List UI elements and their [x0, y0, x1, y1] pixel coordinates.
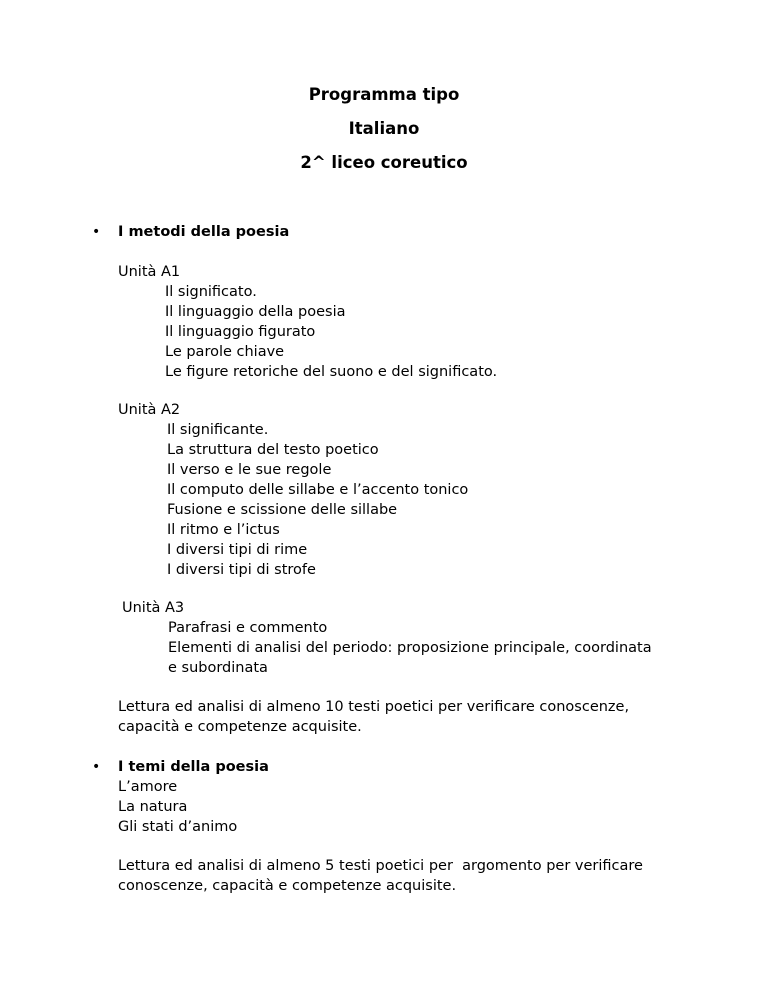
bullet-icon: •	[92, 224, 101, 240]
unit-a2-list	[167, 420, 468, 580]
list-item: e subordinata	[168, 660, 268, 676]
paragraph-line: Lettura ed analisi di almeno 5 testi poetici per argomento per verificare	[118, 858, 643, 874]
list-item: Parafrasi e commento	[168, 620, 328, 636]
class-title: 2^ liceo coreutico	[300, 153, 468, 172]
unit-a2-label: Unità A2	[118, 402, 181, 418]
list-item: Le figure retoriche del suono e del significato.	[165, 364, 498, 380]
paragraph-line: Lettura ed analisi di almeno 10 testi poetici per verificare conoscenze,	[118, 699, 630, 715]
list-item: Il verso e le sue regole	[167, 462, 332, 478]
list-item: I diversi tipi di rime	[167, 542, 308, 558]
list-item: Il ritmo e l’ictus	[167, 522, 280, 538]
paragraph-line: capacità e competenze acquisite.	[118, 719, 362, 735]
list-item: Il linguaggio figurato	[165, 324, 316, 340]
unit-a3-list	[168, 618, 652, 678]
document-title: Programma tipo	[308, 85, 460, 104]
list-item: I diversi tipi di strofe	[167, 562, 316, 578]
section-heading-metodi: I metodi della poesia	[118, 224, 290, 240]
bullet-icon: •	[92, 759, 101, 775]
list-item: Le parole chiave	[165, 344, 285, 360]
unit-a3-label: Unità A3	[122, 600, 185, 616]
list-item: Il linguaggio della poesia	[165, 304, 346, 320]
list-item: Il computo delle sillabe e l’accento tonico	[167, 482, 469, 498]
unit-a1-label: Unità A1	[118, 264, 181, 280]
list-item: Gli stati d’animo	[118, 819, 238, 835]
list-item: L’amore	[118, 779, 178, 795]
section-2-closing-paragraph	[118, 856, 698, 896]
section-heading-temi: I temi della poesia	[118, 759, 269, 775]
paragraph-line: conoscenze, capacità e competenze acquisite.	[118, 878, 457, 894]
list-item: La natura	[118, 799, 188, 815]
list-item: Il significato.	[165, 284, 257, 300]
list-item: La struttura del testo poetico	[167, 442, 379, 458]
unit-a1-list	[165, 282, 497, 382]
list-item: Fusione e scissione delle sillabe	[167, 502, 398, 518]
list-item: Elementi di analisi del periodo: proposizione principale, coordinata	[168, 640, 652, 656]
list-item: Il significante.	[167, 422, 269, 438]
section-2-list	[118, 777, 237, 837]
subject-title: Italiano	[348, 119, 420, 138]
section-1-closing-paragraph	[118, 697, 698, 737]
